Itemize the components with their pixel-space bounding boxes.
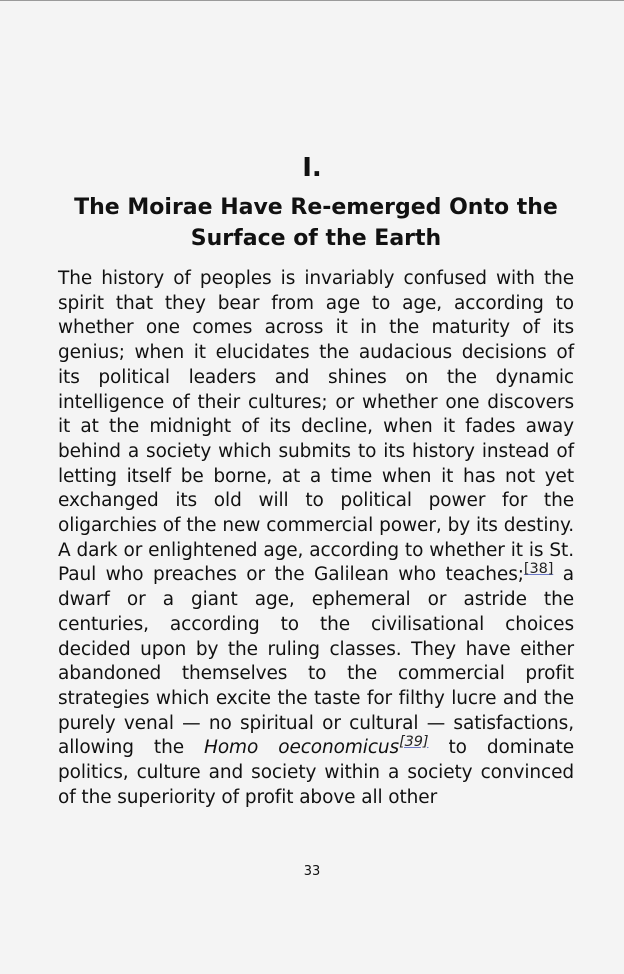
- body-text-part-3: to dominate politics, culture and society within a society convinced of the superiority of profit above all other: [58, 737, 575, 808]
- body-text-part-2: a dwarf or a giant age, ephemeral or astride the centuries, according to the civilisational choices decided upon by the ruling classes. They have either abandoned themselves to the commercial profit strategies which excite the taste for filthy lucre and the purely venal — no spiritual or cultural — satisfactions, allowing the: [58, 564, 574, 759]
- chapter-title: The Moirae Have Re-emerged Onto the Surface of the Earth: [74, 195, 558, 251]
- body-text-part-1: The history of peoples is invariably confused with the spirit that they bear from age to age, according to whether one comes across it in the maturity of its genius; when it elucidates the audacious decisions of its political leaders and shines on the dynamic intelligence of their cultures; or whether one discovers it at the midnight of its decline, when it fades away behind a society which submits to its history instead of letting itself be borne, at a time when it has not yet exchanged its old will to political power for the oligarchies of the new commercial power, by its destiny. A dark or enlightened age, according to whether it is St. Paul who preaches or the Galilean who teaches;: [58, 268, 574, 586]
- page-number: 33: [303, 864, 321, 879]
- footnote-ref-38[interactable]: [38]: [523, 561, 554, 578]
- italic-term: Homo oeconomicus: [204, 737, 400, 759]
- chapter-number: I.: [302, 153, 322, 183]
- body-paragraph: [58, 267, 574, 810]
- footnote-ref-39[interactable]: [39]: [399, 734, 429, 751]
- top-border-rule: [0, 0, 624, 1]
